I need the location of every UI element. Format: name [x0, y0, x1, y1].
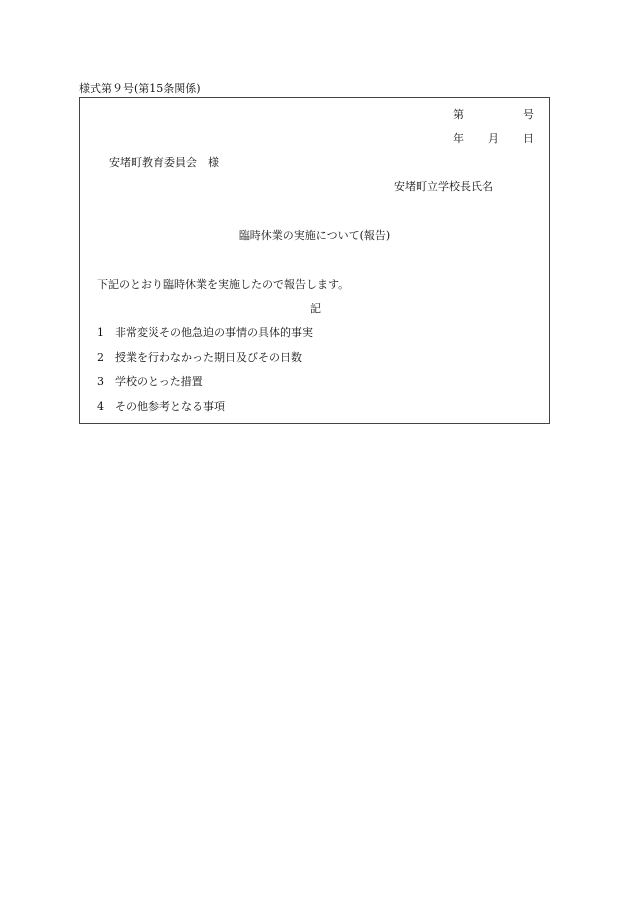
list-item [97, 351, 302, 365]
list-item-text: 授業を行わなかった期日及びその日数 [115, 351, 302, 364]
date-day-label: 日 [523, 132, 534, 145]
list-item-number: 2 [97, 351, 104, 364]
list-item-text: 学校のとった措置 [115, 375, 203, 388]
form-number-label: 様式第９号(第15条関係) [79, 82, 201, 95]
list-item-text: その他参考となる事項 [115, 400, 225, 413]
document-number-suffix: 号 [523, 108, 534, 121]
list-item [97, 375, 203, 389]
list-item-number: 3 [97, 375, 104, 388]
list-item-number: 4 [97, 400, 104, 413]
ki-heading: 記 [310, 302, 321, 315]
date-year-label: 年 [453, 132, 464, 145]
list-item-text: 非常変災その他急迫の事情の具体的事実 [115, 326, 313, 339]
sender-name: 安堵町立学校長氏名 [394, 180, 493, 193]
list-item [97, 400, 225, 414]
date-month-label: 月 [488, 132, 499, 145]
report-form [79, 97, 550, 424]
list-item [97, 326, 313, 340]
addressee: 安堵町教育委員会 様 [109, 156, 219, 169]
list-item-number: 1 [97, 326, 104, 339]
document-number-prefix: 第 [453, 108, 464, 121]
intro-sentence: 下記のとおり臨時休業を実施したので報告します。 [97, 278, 350, 291]
document-title: 臨時休業の実施について(報告) [238, 229, 391, 242]
